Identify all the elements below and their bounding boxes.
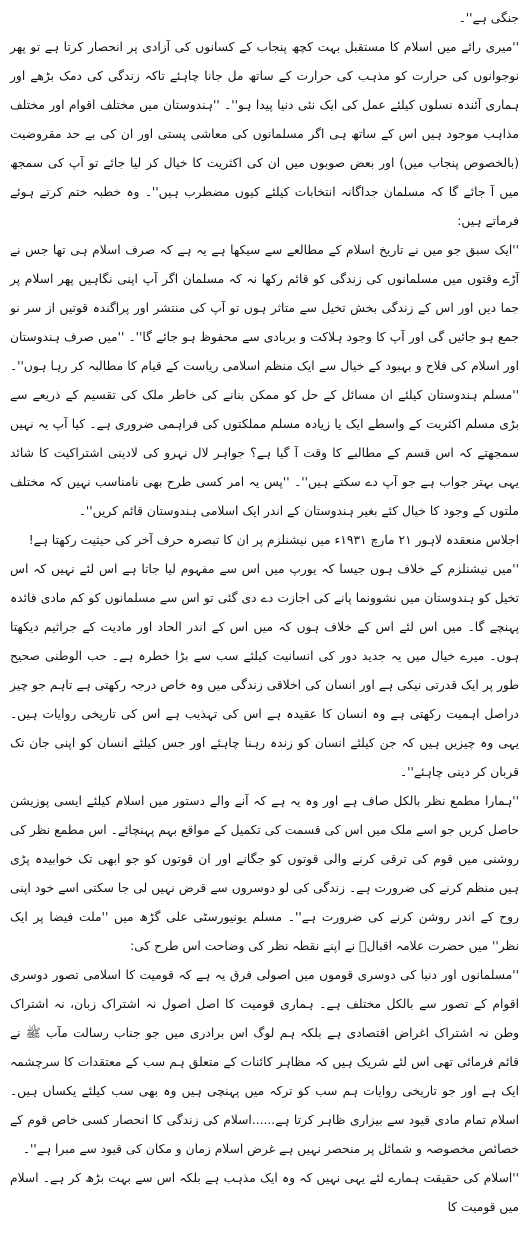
paragraph-continuation: جنگی ہے''۔ xyxy=(458,11,519,25)
paragraph-quote-reality-of-islam: ''اسلام کی حقیقت ہمارے لئے یہی نہیں کہ وہ ایک مذہب ہے بلکہ اس سے بہت بڑھ کر ہے۔ اسلام میں قومیت کا xyxy=(10,1171,519,1214)
paragraph-quote-punjab: ''میری رائے میں اسلام کا مستقبل بہت کچھ پنجاب کے کسانوں کی آزادی پر انحصار کرتا ہے تو پھر نوجوانوں کی حرارت کو مذہب کی حرارت کے ساتھ مل جانا چاہئے تاکہ زندگی کی دمک بڑھے اور ہماری آئندہ نسلوں کیلئے عمل کی ایک نئی دنیا پیدا ہو''۔ ''ہندوستان میں مختلف اقوام اور مختلف مذاہب موجود ہیں اس کے ساتھ ہی اگر مسلمانوں کی معاشی پستی اور ان کی بے حد مقروضیت (بالخصوص پنجاب میں) اور بعض صوبوں میں ان کی اکثریت کا خیال کر لیا جائے تو آپ کی سمجھ میں آ جائے گا کہ مسلمان جداگانہ انتخابات کیلئے کیوں مضطرب ہیں''۔ وہ خطبہ ختم کرتے ہوئے فرماتے ہیں: xyxy=(10,40,519,228)
paragraph-quote-aim: ''ہمارا مطمع نظر بالکل صاف ہے اور وہ یہ ہے کہ آنے والے دستور میں اسلام کیلئے ایسی پوزیشن حاصل کریں جو اسے ملک میں اس کی قسمت کی تکمیل کے مواقع بہم پہنچائے۔ اس مطمع نظر کی روشنی میں قوم کی ترقی کرنے والی قوتوں کو جگانے اور ان قوتوں کو جو ابھی تک خوابیدہ پڑی ہیں منظم کرنے کی ضرورت ہے۔ زندگی کی لو دوسروں سے قرض نہیں لی جا سکتی اسے خود اپنی روح کے اندر روشن کرنے کی ضرورت ہے''۔ مسلم یونیورسٹی علی گڑھ میں ''ملت فیضا پر ایک نظر'' میں حضرت علامہ اقبالؒ نے اپنے نقطہ نظر کی وضاحت اس طرح کی: xyxy=(10,794,519,953)
paragraph-quote-nationalism: ''میں نیشنلزم کے خلاف ہوں جیسا کہ یورپ میں اس سے مفہوم لیا جاتا ہے اس لئے نہیں کہ اس تخیل کو ہندوستان میں نشوونما پانے کی اجازت دے دی گئی تو اس سے مسلمانوں کو کم مادی فائدہ پہنچے گا۔ میں اس لئے اس کے خلاف ہوں کہ میں اس کے اندر الحاد اور مادیت کے جراثیم دیکھتا ہوں۔ میرے خیال میں یہ جدید دور کی انسانیت کیلئے سب سے بڑا خطرہ ہے۔ حب الوطنی صحیح طور پر ایک قدرتی نیکی ہے اور انسان کی اخلاقی زندگی میں وہ خاص درجہ رکھتی ہے تاہم جو چیز دراصل اہمیت رکھتی ہے وہ انسان کا عقیدہ ہے اس کی تہذیب ہے اس کی تاریخی روایات ہیں۔ یہی وہ چیزیں ہیں کہ جن کیلئے انسان کو زندہ رہنا چاہئے اور جس کیلئے انسان کو اپنی جان تک قربان کر دینی چاہئے''۔ xyxy=(10,562,519,779)
paragraph-quote-nationhood: ''مسلمانوں اور دنیا کی دوسری قوموں میں اصولی فرق یہ ہے کہ قومیت کا اسلامی تصور دوسری اقوام کے تصور سے بالکل مختلف ہے۔ ہماری قومیت کا اصل اصول نہ اشتراک زبان، نہ اشتراک وطن نہ اشتراک اغراض اقتصادی ہے بلکہ ہم لوگ اس برادری میں جو جناب رسالت مآب ﷺ نے قائم فرمائی تھی اس لئے شریک ہیں کہ مظاہر کائنات کے متعلق ہم سب کے معتقدات کا سرچشمہ ایک ہے اور جو تاریخی روایات ہم سب کو ترکہ میں پہنچی ہیں وہ بھی سب کیلئے یکساں ہیں۔ اسلام تمام مادی قیود سے بیزاری ظاہر کرتا ہے......اسلام کی زندگی کا انحصار کسی خاص قوم کے خصائص مخصوصہ و شمائل پر منحصر نہیں ہے غرض اسلام زمان و مکان کی قیود سے مبرا ہے''۔ xyxy=(10,968,519,1156)
paragraph-lahore-session: اجلاس منعقدہ لاہور ۲۱ مارچ ۱۹۳۱ء میں نیشنلزم پر ان کا تبصرہ حرف آخر کی حیثیت رکھتا ہے! xyxy=(28,533,519,547)
paragraph-quote-history-lesson: ''ایک سبق جو میں نے تاریخ اسلام کے مطالعے سے سیکھا ہے یہ ہے کہ صرف اسلام ہی تھا جس نے آڑے وقتوں میں مسلمانوں کی زندگی کو قائم رکھا نہ کہ مسلمان اگر آپ اپنی نگاہیں پھر اسلام پر جما دیں اور اس کے زندگی بخش تخیل سے متاثر ہوں تو آپ کی منتشر اور پراگندہ قوتیں از سر نو جمع ہو جائیں گی اور آپ کا وجود ہلاکت و بربادی سے محفوظ ہو جائے گا''۔ ''میں صرف ہندوستان اور اسلام کی فلاح و بہبود کے خیال سے ایک منظم اسلامی ریاست کے قیام کا مطالبہ کر رہا ہوں''۔ ''مسلم ہندوستان کیلئے ان مسائل کے حل کو ممکن بنانے کی خاطر ملک کی تقسیم کے ذریعے سے بڑی مسلم اکثریت کے واسطے ایک یا زیادہ مسلم مملکتوں کی فراہمی ضروری ہے۔ کیا آپ یہ نہیں سمجھتے کہ اس قسم کے مطالبے کا وقت آ گیا ہے؟ جواہر لال نہرو کی لادینی اشتراکیت کا شائد یہی بہتر جواب ہے جو آپ دے سکتے ہیں''۔ ''پس یہ امر کسی طرح بھی نامناسب نہیں کہ مختلف ملتوں کے وجود کا خیال کئے بغیر ہندوستان کے اندر ایک اسلامی ہندوستان قائم کریں''۔ xyxy=(10,243,519,518)
